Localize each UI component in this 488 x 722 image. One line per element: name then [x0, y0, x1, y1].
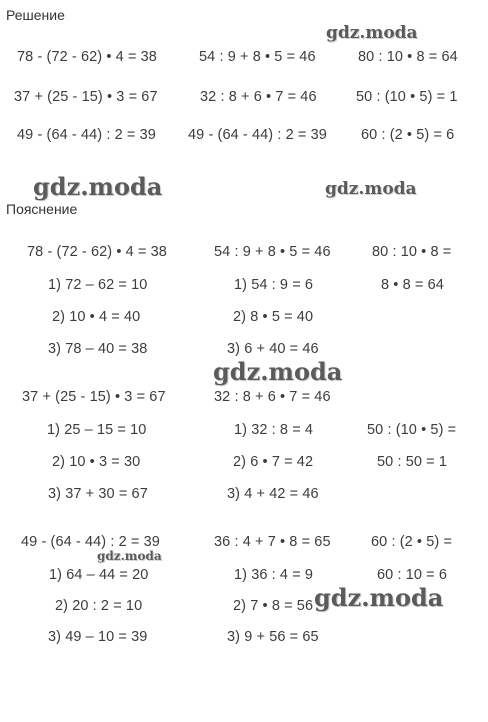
explanation-expression: 60 : (2 • 5) =	[371, 534, 453, 550]
explanation-step: 1) 72 – 62 = 10	[48, 277, 148, 293]
explanation-step: 2) 7 • 8 = 56	[233, 598, 314, 614]
solution-expression: 60 : (2 • 5) = 6	[361, 127, 455, 143]
solution-expression: 50 : (10 • 5) = 1	[356, 89, 458, 105]
explanation-expression: 78 - (72 - 62) • 4 = 38	[27, 244, 167, 260]
watermark: gdz.moda	[97, 549, 162, 563]
explanation-step: 3) 4 + 42 = 46	[227, 486, 319, 502]
watermark: gdz.moda	[314, 583, 444, 612]
explanation-step: 50 : 50 = 1	[377, 454, 448, 470]
solution-expression: 49 - (64 - 44) : 2 = 39	[17, 127, 156, 143]
solution-expression: 37 + (25 - 15) • 3 = 67	[14, 89, 158, 105]
explanation-step: 3) 49 – 10 = 39	[48, 629, 148, 645]
explanation-step: 60 : 10 = 6	[377, 567, 448, 583]
solution-expression: 54 : 9 + 8 • 5 = 46	[199, 49, 316, 65]
explanation-expression: 50 : (10 • 5) =	[367, 422, 457, 438]
explanation-expression: 32 : 8 + 6 • 7 = 46	[214, 389, 331, 405]
explanation-step: 2) 10 • 3 = 30	[52, 454, 141, 470]
solution-expression: 32 : 8 + 6 • 7 = 46	[200, 89, 317, 105]
explanation-step: 8 • 8 = 64	[381, 277, 444, 293]
explanation-expression: 80 : 10 • 8 =	[372, 244, 452, 260]
explanation-step: 2) 10 • 4 = 40	[52, 309, 141, 325]
explanation-step: 1) 54 : 9 = 6	[234, 277, 314, 293]
explanation-step: 3) 9 + 56 = 65	[227, 629, 319, 645]
explanation-step: 1) 32 : 8 = 4	[234, 422, 314, 438]
watermark: gdz.moda	[213, 357, 343, 386]
explanation-step: 2) 6 • 7 = 42	[233, 454, 314, 470]
solution-expression: 78 - (72 - 62) • 4 = 38	[17, 49, 157, 65]
explanation-step: 3) 6 + 40 = 46	[227, 341, 319, 357]
explanation-expression: 49 - (64 - 44) : 2 = 39	[21, 534, 160, 550]
explanation-expression: 54 : 9 + 8 • 5 = 46	[214, 244, 331, 260]
explanation-step: 1) 25 – 15 = 10	[47, 422, 147, 438]
explanation-step: 1) 36 : 4 = 9	[234, 567, 314, 583]
explanation-step: 3) 37 + 30 = 67	[48, 486, 148, 502]
explanation-step: 2) 8 • 5 = 40	[233, 309, 314, 325]
watermark: gdz.moda	[326, 23, 418, 43]
explanation-step: 3) 78 – 40 = 38	[48, 341, 148, 357]
explanation-step: 2) 20 : 2 = 10	[55, 598, 143, 614]
solution-expression: 49 - (64 - 44) : 2 = 39	[188, 127, 327, 143]
watermark: gdz.moda	[325, 179, 417, 199]
explanation-expression: 37 + (25 - 15) • 3 = 67	[22, 389, 166, 405]
watermark: gdz.moda	[33, 172, 163, 201]
explanation-heading: Пояснение	[6, 201, 78, 217]
solution-heading: Решение	[6, 7, 65, 23]
explanation-expression: 36 : 4 + 7 • 8 = 65	[214, 534, 331, 550]
explanation-step: 1) 64 – 44 = 20	[49, 567, 149, 583]
solution-expression: 80 : 10 • 8 = 64	[358, 49, 458, 65]
